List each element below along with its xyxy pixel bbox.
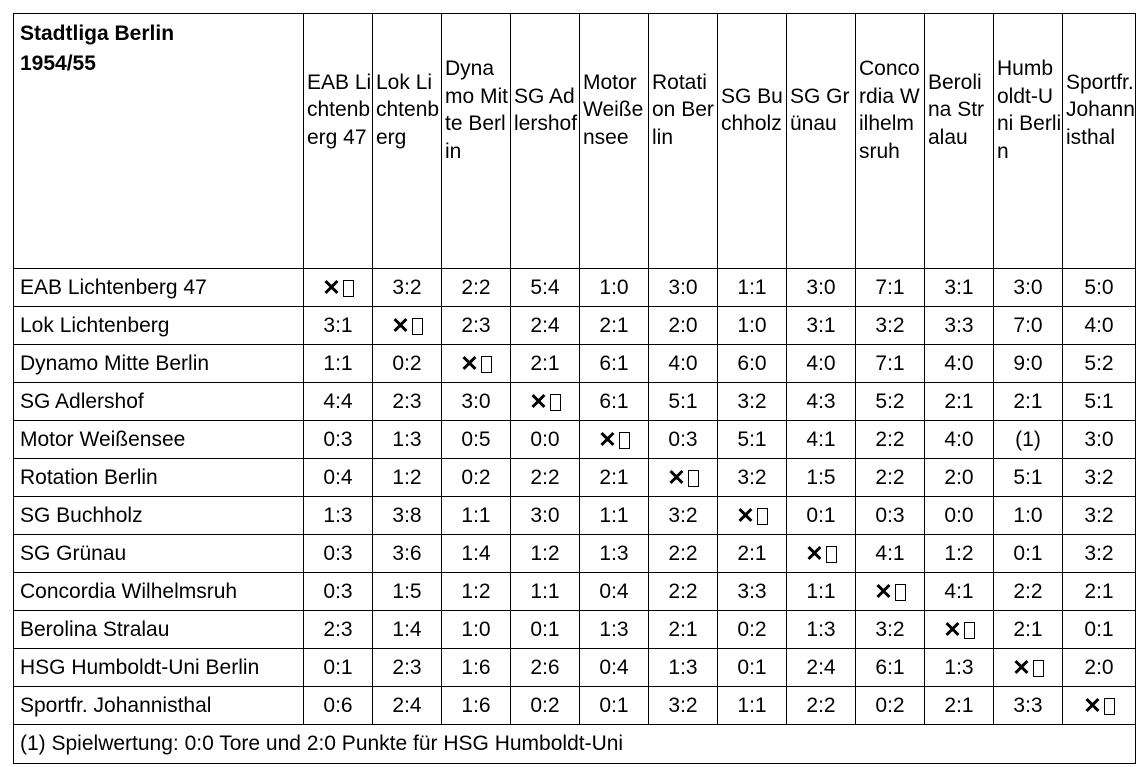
missing-glyph-icon (688, 470, 699, 487)
table-row (14, 535, 1136, 573)
score-cell: 3:0 (994, 269, 1063, 307)
column-header-label: Berolina Stralau (928, 70, 985, 149)
score-cell: 1:1 (718, 269, 787, 307)
score-cell: 3:0 (649, 269, 718, 307)
table-row (14, 269, 1136, 307)
column-header (511, 14, 580, 269)
score-cell: 1:6 (442, 649, 511, 687)
team-name: Berolina Stralau (14, 611, 304, 649)
score-cell: 5:1 (1063, 383, 1136, 421)
footnote-row (14, 725, 1136, 764)
score-cell: 1:3 (787, 611, 856, 649)
column-header (787, 14, 856, 269)
column-header-label: Motor Weißensee (583, 70, 644, 149)
score-cell: 1:3 (373, 421, 442, 459)
score-cell: 2:1 (649, 611, 718, 649)
score-cell: 2:4 (511, 307, 580, 345)
column-header (580, 14, 649, 269)
self-match-cell (373, 307, 442, 345)
score-cell: 5:0 (1063, 269, 1136, 307)
score-cell: (1) (994, 421, 1063, 459)
team-name: Rotation Berlin (14, 459, 304, 497)
score-cell: 3:2 (373, 269, 442, 307)
score-cell: 0:1 (511, 611, 580, 649)
score-cell: 5:1 (649, 383, 718, 421)
score-cell: 3:0 (1063, 421, 1136, 459)
score-cell: 3:2 (856, 307, 925, 345)
score-cell: 5:4 (511, 269, 580, 307)
score-cell: 5:2 (1063, 345, 1136, 383)
missing-glyph-icon (619, 432, 630, 449)
column-header (925, 14, 994, 269)
score-cell: 4:0 (787, 345, 856, 383)
score-cell: 2:2 (649, 535, 718, 573)
score-cell: 1:2 (925, 535, 994, 573)
cross-icon: ✕ (598, 426, 617, 452)
score-cell: 4:0 (1063, 307, 1136, 345)
team-name: Concordia Wilhelmsruh (14, 573, 304, 611)
score-cell: 0:3 (304, 421, 373, 459)
column-header (649, 14, 718, 269)
score-cell: 2:1 (511, 345, 580, 383)
score-cell: 6:1 (856, 649, 925, 687)
score-cell: 2:4 (373, 687, 442, 725)
self-match-cell (1063, 687, 1136, 725)
missing-glyph-icon (550, 394, 561, 411)
score-cell: 2:2 (442, 269, 511, 307)
cross-icon: ✕ (667, 464, 686, 490)
cross-icon: ✕ (529, 388, 548, 414)
self-match-cell (925, 611, 994, 649)
missing-glyph-icon (895, 584, 906, 601)
score-cell: 3:3 (925, 307, 994, 345)
score-cell: 1:1 (580, 497, 649, 535)
score-cell: 0:4 (304, 459, 373, 497)
score-cell: 7:0 (994, 307, 1063, 345)
missing-glyph-icon (412, 318, 423, 335)
score-cell: 1:5 (787, 459, 856, 497)
score-cell: 0:3 (304, 573, 373, 611)
column-header-label: Concordia Wilhelmsruh (859, 57, 920, 163)
score-cell: 2:2 (856, 421, 925, 459)
score-cell: 1:1 (718, 687, 787, 725)
score-cell: 0:2 (373, 345, 442, 383)
score-cell: 0:2 (856, 687, 925, 725)
column-header-label: Sportfr. Johannisthal (1066, 70, 1135, 149)
score-cell: 2:2 (856, 459, 925, 497)
cross-icon: ✕ (1083, 692, 1102, 718)
column-header-label: Humboldt-Uni Berlin (997, 57, 1062, 163)
score-cell: 4:0 (925, 421, 994, 459)
team-name: Lok Lichtenberg (14, 307, 304, 345)
column-header (856, 14, 925, 269)
score-cell: 5:2 (856, 383, 925, 421)
score-cell: 1:2 (442, 573, 511, 611)
score-cell: 2:1 (925, 687, 994, 725)
self-match-cell (442, 345, 511, 383)
cross-icon: ✕ (943, 616, 962, 642)
score-cell: 7:1 (856, 345, 925, 383)
column-header-label: SG Adlershof (514, 84, 578, 135)
score-cell: 2:0 (1063, 649, 1136, 687)
team-name: HSG Humboldt-Uni Berlin (14, 649, 304, 687)
score-cell: 0:1 (1063, 611, 1136, 649)
season-title: 1954/55 (20, 52, 96, 75)
score-cell: 4:3 (787, 383, 856, 421)
self-match-cell (994, 649, 1063, 687)
score-cell: 1:5 (373, 573, 442, 611)
score-cell: 4:0 (925, 345, 994, 383)
score-cell: 6:1 (580, 345, 649, 383)
score-cell: 3:3 (718, 573, 787, 611)
score-cell: 1:1 (511, 573, 580, 611)
score-cell: 0:0 (925, 497, 994, 535)
score-cell: 0:3 (856, 497, 925, 535)
table-row (14, 345, 1136, 383)
score-cell: 1:0 (994, 497, 1063, 535)
score-cell: 3:2 (856, 611, 925, 649)
table-row (14, 611, 1136, 649)
score-cell: 1:3 (580, 535, 649, 573)
self-match-cell (511, 383, 580, 421)
score-cell: 6:1 (580, 383, 649, 421)
table-row (14, 687, 1136, 725)
score-cell: 2:3 (304, 611, 373, 649)
score-cell: 2:6 (511, 649, 580, 687)
score-cell: 1:3 (925, 649, 994, 687)
score-cell: 4:1 (856, 535, 925, 573)
team-name: SG Grünau (14, 535, 304, 573)
team-name: EAB Lichtenberg 47 (14, 269, 304, 307)
score-cell: 0:1 (787, 497, 856, 535)
column-header-label: SG Buchholz (721, 84, 783, 135)
score-cell: 1:3 (304, 497, 373, 535)
score-cell: 3:6 (373, 535, 442, 573)
table-row (14, 649, 1136, 687)
self-match-cell (304, 269, 373, 307)
score-cell: 2:1 (580, 307, 649, 345)
column-header (442, 14, 511, 269)
table-row (14, 421, 1136, 459)
score-cell: 3:2 (718, 383, 787, 421)
cross-icon: ✕ (322, 274, 341, 300)
self-match-cell (787, 535, 856, 573)
cross-icon: ✕ (874, 578, 893, 604)
cross-icon: ✕ (736, 502, 755, 528)
cross-icon: ✕ (1012, 654, 1031, 680)
column-header (718, 14, 787, 269)
header-row (14, 14, 1136, 269)
score-cell: 3:1 (787, 307, 856, 345)
score-cell: 2:3 (373, 649, 442, 687)
score-cell: 1:2 (373, 459, 442, 497)
score-cell: 4:0 (649, 345, 718, 383)
score-cell: 2:3 (442, 307, 511, 345)
team-name: Motor Weißensee (14, 421, 304, 459)
table-row (14, 573, 1136, 611)
score-cell: 2:2 (511, 459, 580, 497)
table-row (14, 497, 1136, 535)
score-cell: 0:1 (304, 649, 373, 687)
score-cell: 0:6 (304, 687, 373, 725)
score-cell: 3:8 (373, 497, 442, 535)
score-cell: 2:2 (649, 573, 718, 611)
column-header (994, 14, 1063, 269)
score-cell: 2:3 (373, 383, 442, 421)
score-cell: 2:0 (925, 459, 994, 497)
score-cell: 9:0 (994, 345, 1063, 383)
score-cell: 0:0 (511, 421, 580, 459)
score-cell: 0:4 (580, 573, 649, 611)
score-cell: 1:0 (718, 307, 787, 345)
column-header (1063, 14, 1136, 269)
score-cell: 1:1 (304, 345, 373, 383)
score-cell: 3:2 (1063, 535, 1136, 573)
score-cell: 3:2 (649, 687, 718, 725)
score-cell: 0:2 (442, 459, 511, 497)
score-cell: 2:4 (787, 649, 856, 687)
score-cell: 0:1 (718, 649, 787, 687)
cross-icon: ✕ (460, 350, 479, 376)
score-cell: 2:1 (718, 535, 787, 573)
score-cell: 0:1 (580, 687, 649, 725)
self-match-cell (856, 573, 925, 611)
missing-glyph-icon (1033, 660, 1044, 677)
score-cell: 2:2 (994, 573, 1063, 611)
score-cell: 3:2 (1063, 459, 1136, 497)
team-name: Sportfr. Johannisthal (14, 687, 304, 725)
score-cell: 1:4 (442, 535, 511, 573)
score-cell: 3:0 (511, 497, 580, 535)
score-cell: 0:3 (649, 421, 718, 459)
score-cell: 2:1 (925, 383, 994, 421)
missing-glyph-icon (826, 546, 837, 563)
score-cell: 2:2 (787, 687, 856, 725)
column-header-label: EAB Lichtenberg 47 (307, 70, 372, 149)
score-cell: 6:0 (718, 345, 787, 383)
column-header-label: Rotation Berlin (652, 70, 714, 149)
score-cell: 4:1 (925, 573, 994, 611)
team-name: SG Adlershof (14, 383, 304, 421)
score-cell: 3:0 (442, 383, 511, 421)
cross-icon: ✕ (805, 540, 824, 566)
missing-glyph-icon (481, 356, 492, 373)
score-cell: 1:3 (580, 611, 649, 649)
score-cell: 4:4 (304, 383, 373, 421)
score-cell: 2:0 (649, 307, 718, 345)
missing-glyph-icon (964, 622, 975, 639)
score-cell: 1:6 (442, 687, 511, 725)
self-match-cell (649, 459, 718, 497)
score-cell: 3:2 (649, 497, 718, 535)
score-cell: 3:1 (925, 269, 994, 307)
column-header (304, 14, 373, 269)
score-cell: 2:1 (1063, 573, 1136, 611)
score-cell: 2:1 (994, 383, 1063, 421)
score-cell: 1:1 (787, 573, 856, 611)
score-cell: 1:0 (580, 269, 649, 307)
score-cell: 1:4 (373, 611, 442, 649)
score-cell: 0:2 (511, 687, 580, 725)
column-header-label: SG Grünau (790, 84, 850, 135)
missing-glyph-icon (343, 280, 354, 297)
score-cell: 5:1 (994, 459, 1063, 497)
score-cell: 3:0 (787, 269, 856, 307)
score-cell: 5:1 (718, 421, 787, 459)
score-cell: 1:0 (442, 611, 511, 649)
column-header-label: Dynamo Mitte Berlin (445, 57, 508, 163)
score-cell: 1:3 (649, 649, 718, 687)
score-cell: 3:3 (994, 687, 1063, 725)
cross-icon: ✕ (391, 312, 410, 338)
score-cell: 0:1 (994, 535, 1063, 573)
score-cell: 0:3 (304, 535, 373, 573)
column-header (373, 14, 442, 269)
score-cell: 1:2 (511, 535, 580, 573)
self-match-cell (580, 421, 649, 459)
score-cell: 3:1 (304, 307, 373, 345)
table-row (14, 307, 1136, 345)
score-cell: 2:1 (580, 459, 649, 497)
score-cell: 3:2 (718, 459, 787, 497)
missing-glyph-icon (1104, 698, 1115, 715)
table-row (14, 383, 1136, 421)
self-match-cell (718, 497, 787, 535)
team-name: SG Buchholz (14, 497, 304, 535)
score-cell: 7:1 (856, 269, 925, 307)
score-cell: 3:2 (1063, 497, 1136, 535)
missing-glyph-icon (757, 508, 768, 525)
team-name: Dynamo Mitte Berlin (14, 345, 304, 383)
score-cell: 4:1 (787, 421, 856, 459)
results-crosstable (13, 13, 1136, 764)
score-cell: 2:1 (994, 611, 1063, 649)
score-cell: 1:1 (442, 497, 511, 535)
column-header-label: Lok Lichtenberg (376, 70, 440, 149)
table-title-cell (14, 14, 304, 269)
table-row (14, 459, 1136, 497)
score-cell: 0:4 (580, 649, 649, 687)
score-cell: 0:5 (442, 421, 511, 459)
league-title: Stadtliga Berlin (20, 22, 175, 45)
score-cell: 0:2 (718, 611, 787, 649)
footnote: (1) Spielwertung: 0:0 Tore und 2:0 Punkte für HSG Humboldt-Uni (14, 725, 1136, 764)
